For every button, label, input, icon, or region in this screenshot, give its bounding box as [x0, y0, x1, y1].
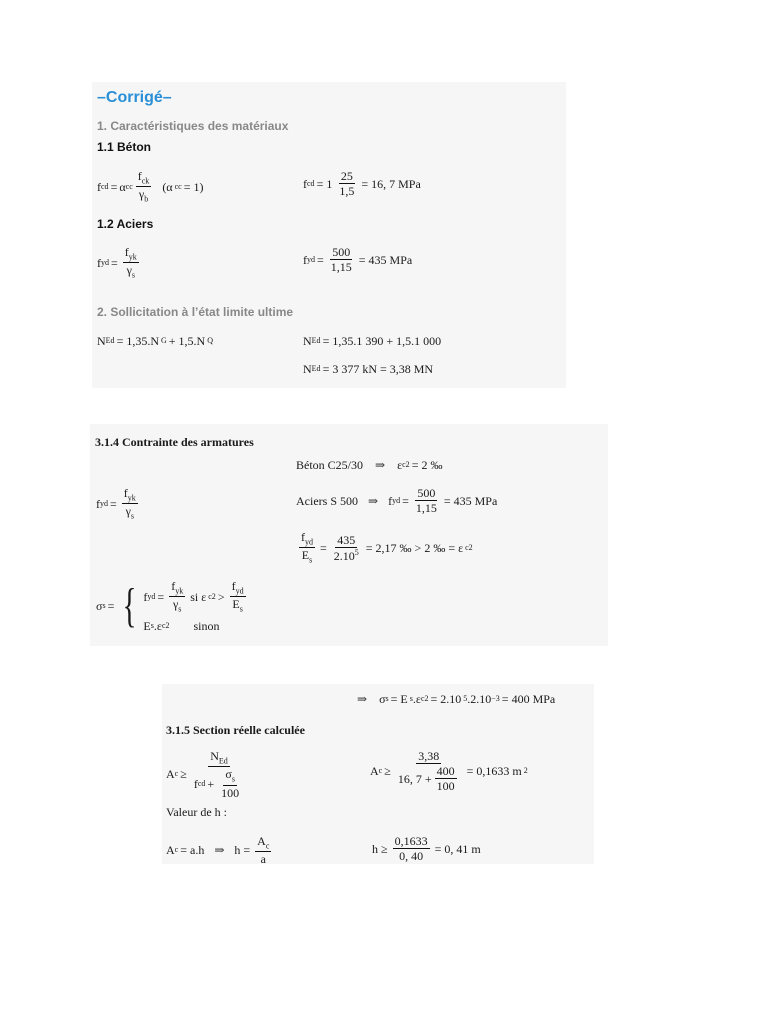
plus-sign: + — [207, 776, 215, 791]
fck-over-gammab — [136, 170, 152, 204]
epsilon-exponent: −3 — [491, 694, 500, 703]
ng-term: = 1,35.N — [116, 334, 159, 348]
implies-arrow: ⇒ — [368, 493, 379, 508]
implies-arrow: ⇒ — [375, 458, 386, 472]
fcd-symbol: f — [303, 176, 307, 191]
fyk-sub: yk — [175, 586, 184, 596]
denominator: 1,5 — [339, 184, 355, 198]
denominator-exponent: 5 — [354, 547, 359, 557]
gamma-symbol: γ — [172, 597, 179, 612]
fyd-symbol: f — [96, 496, 100, 511]
aciers-class-line — [296, 487, 499, 514]
ratio-result-sub: c2 — [465, 542, 473, 552]
es-sub: s — [309, 555, 313, 565]
fraction-435-over-2e5 — [332, 534, 361, 562]
fyk-symbol: f — [124, 245, 129, 259]
ac-sub: c — [174, 845, 179, 855]
greater-than: > — [217, 589, 225, 604]
fcd-general-equation — [97, 170, 205, 204]
es-sub: s — [409, 694, 413, 703]
otherwise-text: sinon — [193, 618, 220, 633]
es-term: = E — [390, 692, 408, 706]
fraction-3-38-over-denominator — [396, 750, 462, 792]
sigma-over-100 — [219, 768, 241, 798]
ac-symbol: A — [257, 834, 266, 848]
fraction-25-over-1-5 — [337, 170, 356, 197]
epsilon-sub: c2 — [402, 460, 410, 469]
ned-sub: Ed — [218, 756, 228, 766]
fyd-symbol: f — [301, 530, 305, 544]
numerator: 400 — [436, 764, 455, 778]
gamma-sub: b — [144, 194, 149, 204]
gamma-sub: s — [178, 604, 182, 614]
sigma-cases — [143, 580, 248, 632]
ned-sub: Ed — [311, 336, 321, 345]
ac-result: = 0,1633 m — [466, 764, 522, 778]
fyk-symbol: f — [171, 579, 176, 593]
fyd-symbol: f — [388, 493, 393, 508]
alpha-condition-open: (α — [162, 179, 173, 194]
fyd-sub: yd — [307, 254, 315, 264]
fyd-symbol: f — [97, 255, 101, 270]
h-greater-equal: h ≥ — [372, 841, 388, 856]
ng-sub: G — [161, 336, 167, 345]
denominator: 2.10 — [333, 548, 355, 563]
section-3-1-4-title: 3.1.4 Contrainte des armatures — [95, 435, 254, 449]
implies-arrow: ⇒ — [214, 843, 225, 858]
epsilon-term: .ε — [153, 618, 162, 633]
gamma-symbol: γ — [126, 263, 132, 278]
h-numeric-equation — [370, 835, 483, 862]
fyd-general-equation — [97, 246, 142, 280]
ac-over-a — [255, 835, 271, 865]
ac-definition: = a.h — [180, 843, 205, 858]
corrige-title: –Corrigé– — [97, 89, 172, 106]
fcd-symbol: f — [193, 776, 198, 791]
ac-sub: c — [174, 769, 179, 779]
ac-symbol: A — [166, 767, 175, 782]
fcd-sub: cd — [197, 778, 206, 788]
epsilon-value: .2.10 — [467, 692, 492, 706]
ned-numeric-equation — [303, 335, 443, 347]
denominator: 0, 40 — [399, 849, 424, 863]
fyd-result: = 435 MPa — [443, 493, 498, 508]
fyd-sub: yd — [392, 495, 401, 505]
fyd-general-equation-2 — [96, 487, 141, 521]
subsection-beton-title: 1.1 Béton — [97, 140, 152, 154]
nq-sub: Q — [207, 336, 213, 345]
es-symbol: E — [301, 548, 310, 563]
ned-sub: Ed — [105, 336, 115, 345]
denominator: 1,15 — [415, 501, 437, 515]
equals-sign: = — [402, 493, 409, 508]
alpha-condition-sub: cc — [174, 181, 182, 191]
epsilon-sub: c2 — [420, 694, 429, 703]
ned-symbol: N — [97, 334, 106, 348]
fyd-numeric-equation — [303, 246, 414, 273]
equals-sign: = — [320, 540, 327, 555]
sigma-case-1 — [143, 580, 248, 614]
greater-equal: ≥ — [384, 764, 391, 778]
es-sub: s — [150, 620, 154, 630]
sigma-result-line — [355, 693, 557, 705]
fraction-500-over-1-15 — [414, 487, 439, 514]
nq-term: + 1,5.N — [168, 334, 206, 348]
alpha-condition-close: = 1) — [183, 179, 204, 194]
h-result: = 0, 41 m — [434, 841, 481, 856]
fyk-symbol: f — [123, 486, 128, 500]
equals-sign: = — [157, 589, 165, 604]
ac-result-exponent: 2 — [523, 766, 528, 775]
fyd-symbol: f — [303, 252, 307, 267]
ac-symbol: A — [370, 764, 379, 778]
fyd-sub: yd — [305, 537, 313, 547]
numerator: 3,38 — [418, 749, 440, 763]
fcd-numeric-equation — [303, 170, 423, 197]
condition-text: si ε — [190, 589, 207, 604]
fyk-over-gammas — [123, 246, 139, 280]
beton-class-line — [296, 459, 444, 471]
fyk-sub: yk — [128, 252, 137, 262]
equals-sign: = — [110, 179, 118, 194]
aciers-class: Aciers S 500 — [296, 493, 358, 508]
ned-symbol: N — [210, 749, 219, 763]
fck-sub: ck — [141, 176, 150, 186]
alpha-sub: cc — [125, 181, 133, 191]
ac-numeric-equation — [370, 750, 528, 792]
implies-arrow: ⇒ — [357, 692, 368, 706]
fyd-sub: yd — [235, 586, 244, 596]
es-exponent: 5 — [463, 694, 468, 703]
condition-sub: c2 — [208, 591, 216, 601]
gamma-symbol: γ — [125, 504, 131, 519]
ned-result: = 3 377 kN = 3,38 MN — [322, 362, 434, 376]
valeur-de-h-label: Valeur de h : — [166, 805, 227, 819]
ned-general-equation — [97, 335, 213, 347]
denominator: 100 — [221, 785, 240, 800]
ratio-line — [296, 531, 473, 565]
gamma-sub: s — [130, 511, 134, 521]
ac-sub: c — [378, 766, 383, 775]
ac-symbol: A — [166, 843, 175, 858]
sigma-symbol: σ — [225, 767, 232, 782]
es-symbol: E — [232, 597, 240, 612]
fcd-sub: cd — [307, 178, 315, 188]
fck-symbol: f — [137, 169, 142, 183]
epsilon-sub: c2 — [161, 620, 170, 630]
section-2-title: 2. Sollicitation à l’état limite ultime — [97, 305, 294, 319]
fyk-over-gammas — [122, 487, 138, 521]
gamma-sub: s — [131, 270, 135, 280]
alpha-symbol: α — [119, 179, 126, 194]
h-general-equation — [166, 835, 274, 865]
greater-equal: ≥ — [180, 767, 187, 782]
numerator: 0,1633 — [394, 834, 428, 848]
sigma-result: = 400 MPa — [501, 692, 556, 706]
section-3-1-5-title: 3.1.5 Section réelle calculée — [166, 723, 305, 737]
ac-sub: c — [265, 841, 270, 851]
equals-sign: = — [110, 496, 117, 511]
fyd-over-es — [230, 580, 246, 614]
fyd-sub: yd — [100, 498, 108, 508]
es-value: = 2.10 — [430, 692, 462, 706]
ned-symbol: N — [303, 362, 312, 376]
sigma-case-2 — [143, 620, 248, 632]
ned-numeric-expression: = 1,35.1 390 + 1,5.1 000 — [322, 334, 442, 348]
sigma-symbol: σ — [379, 692, 386, 706]
sigma-sub: s — [231, 774, 235, 784]
sigma-piecewise — [96, 580, 249, 632]
fyd-sub: yd — [101, 257, 109, 267]
h-equals: h = — [234, 843, 251, 858]
es-sub: s — [239, 604, 243, 614]
fcd-result: = 16, 7 MPa — [361, 176, 421, 191]
epsilon-value: = 2 ‰ — [411, 458, 443, 472]
sigma-sub: s — [102, 600, 106, 610]
subsection-aciers-title: 1.2 Aciers — [97, 217, 154, 231]
ned-sub: Ed — [311, 364, 321, 373]
fcd-symbol: f — [97, 179, 101, 194]
fcd-sub: cd — [101, 181, 109, 191]
fyd-over-es — [299, 531, 315, 565]
equals-sign: = — [317, 252, 324, 267]
epsilon-symbol: ε — [397, 458, 403, 472]
numerator: 25 — [340, 169, 353, 183]
fraction-0-1633-over-0-40 — [393, 835, 430, 862]
ned-over-fcd-plus — [192, 750, 246, 799]
left-brace: { — [122, 578, 137, 632]
fraction-400-over-100 — [435, 765, 457, 792]
fraction-500-over-1-15 — [329, 246, 354, 273]
ac-general-equation — [166, 750, 249, 799]
fyd-symbol: f — [231, 579, 236, 593]
ratio-result: = 2,17 ‰ > 2 ‰ = ε — [365, 540, 464, 555]
fyd-sub: yd — [147, 591, 156, 601]
epsilon-term: .ε — [412, 692, 421, 706]
fyd-result: = 435 MPa — [358, 252, 413, 267]
numerator: 500 — [417, 486, 436, 500]
gamma-symbol: γ — [138, 187, 145, 202]
denominator: 1,15 — [330, 260, 352, 274]
sigma-sub: s — [385, 694, 389, 703]
equals-one: = 1 — [316, 176, 333, 191]
numerator: 500 — [332, 245, 351, 259]
es-symbol: E — [143, 618, 151, 633]
denominator-constant: 16, 7 + — [397, 771, 432, 786]
section-1-title: 1. Caractéristiques des matériaux — [97, 119, 289, 133]
fyk-sub: yk — [127, 493, 136, 503]
fyk-over-gammas — [169, 580, 185, 614]
sigma-symbol: σ — [96, 598, 103, 613]
numerator: 435 — [337, 532, 356, 547]
equals-sign: = — [111, 255, 118, 270]
fyd-symbol: f — [143, 589, 148, 604]
denominator: a — [260, 852, 266, 867]
beton-class: Béton C25/30 — [296, 458, 364, 472]
ned-result-equation — [303, 363, 435, 375]
equals-sign: = — [107, 598, 115, 613]
denominator: 100 — [436, 779, 455, 793]
ned-symbol: N — [303, 334, 312, 348]
